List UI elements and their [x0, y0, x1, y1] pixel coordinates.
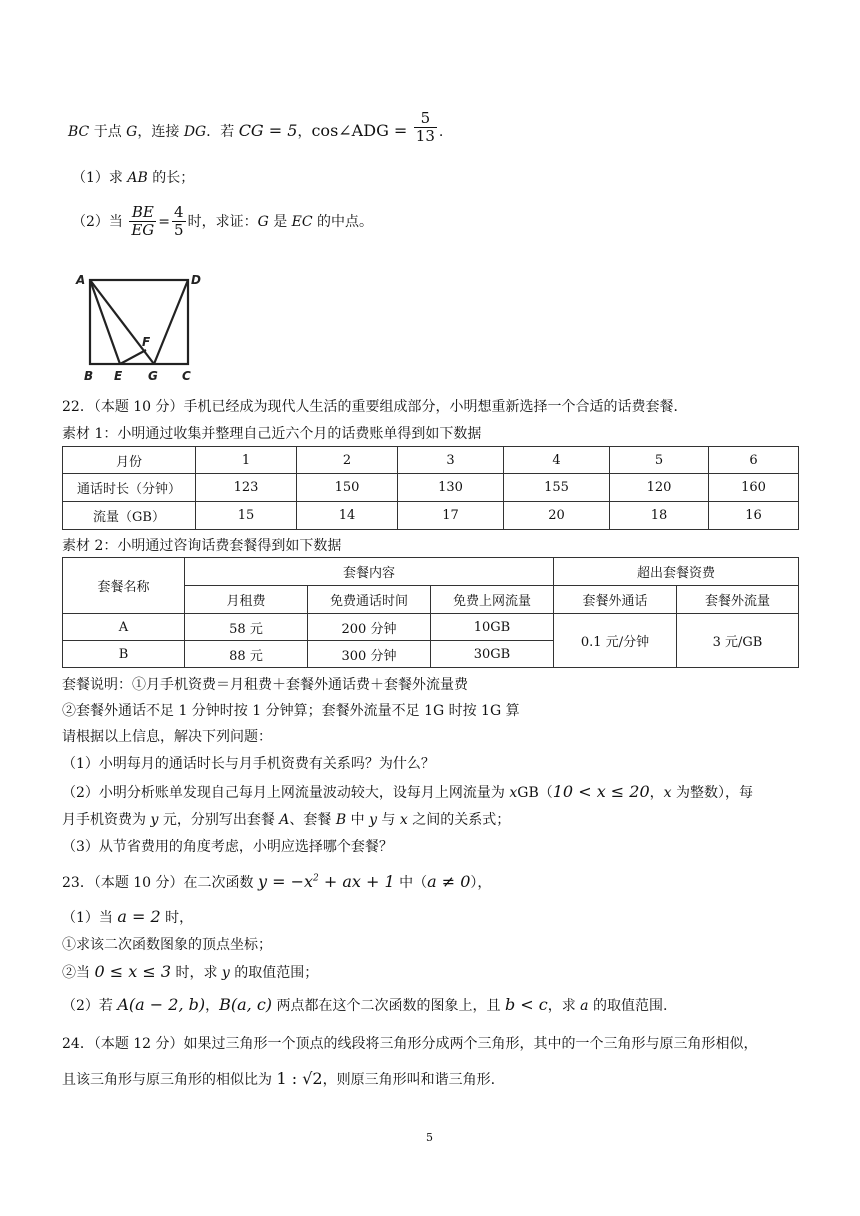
header-cell: 5: [610, 447, 709, 474]
label-c: C: [182, 369, 191, 383]
range-expression: 10 < x ≤ 20: [552, 782, 650, 801]
var-x: x: [509, 785, 518, 801]
q23-sub1: ①求该二次函数图象的顶点坐标；: [62, 937, 272, 953]
header-cell: 免费上网流量: [431, 586, 554, 614]
table-cell: 155: [504, 474, 610, 502]
q21-part1: [72, 167, 194, 187]
text: 时，求证：: [187, 213, 258, 230]
text: ．若: [206, 123, 239, 140]
figure-lines: [90, 280, 188, 364]
four-fifths-fraction: [172, 204, 186, 240]
var-y: y: [221, 965, 230, 981]
text: 中: [346, 812, 370, 828]
text: 、套餐: [289, 812, 336, 828]
q23-part1: [62, 907, 193, 927]
plan-table: [62, 557, 799, 668]
call-data-table: [62, 446, 799, 530]
row-label: 通话时长（分钟）: [63, 474, 196, 502]
q21-condition-line: [68, 109, 444, 150]
point-g: G: [126, 123, 138, 140]
text: 的长；: [147, 170, 195, 186]
header-cell: 套餐名称: [63, 558, 185, 614]
cos-expression: cos∠ADG =: [311, 120, 408, 140]
text: GB（: [517, 785, 553, 801]
label-e: E: [114, 369, 123, 383]
text: 与: [376, 812, 400, 828]
header-cell: 免费通话时间: [308, 586, 431, 614]
text: 是: [268, 213, 292, 230]
table-cell: 18: [610, 502, 709, 530]
q22-stem: 22．（本题 10 分）手机已经成为现代人生活的重要组成部分，小明想重新选择一个合适的话费套餐．: [62, 399, 688, 415]
header-cell: 套餐外通话: [554, 586, 677, 614]
text: ，: [297, 123, 312, 140]
cg-equation: CG = 5: [238, 120, 298, 140]
q24-line1: 24．（本题 12 分）如果过三角形一个顶点的线段将三角形分成两个三角形，其中的一个三角形与原三角形相似，: [62, 1036, 758, 1052]
row-label: 流量（GB）: [63, 502, 196, 530]
text: （1）当: [62, 910, 118, 926]
text: ），: [470, 875, 492, 891]
table-cell: 88 元: [185, 641, 308, 668]
page-number: 5: [426, 1131, 433, 1144]
q23-sub2: [62, 962, 318, 982]
text: 两点都在这个二次函数的图象上，且: [272, 998, 505, 1014]
text: 且该三角形与原三角形的相似比为: [62, 1072, 277, 1088]
similarity-ratio: 1 : √2: [276, 1069, 323, 1088]
text: （2）当: [72, 213, 128, 230]
text: 之间的关系式；: [407, 812, 511, 828]
text: （1）求: [72, 170, 128, 186]
text: ，则原三角形叫和谐三角形.: [322, 1072, 496, 1088]
text: ，求: [547, 998, 581, 1014]
table-row: [63, 474, 799, 502]
plan-name-cell: B: [63, 641, 185, 668]
exponent: 2: [313, 873, 319, 884]
text: 时，: [160, 910, 194, 926]
segment-bc: BC: [68, 123, 90, 140]
header-cell: 套餐外流量: [677, 586, 799, 614]
q23-part2: [62, 995, 667, 1015]
table-header-row: [63, 447, 799, 474]
header-cell: 1: [196, 447, 297, 474]
q22-material2: 素材 2：小明通过咨询话费套餐得到如下数据: [62, 538, 342, 554]
text: .: [438, 123, 444, 140]
plan-note-1: 套餐说明：①月手机资费＝月租费＋套餐外通话费＋套餐外流量费: [62, 677, 468, 693]
condition: a ≠ 0: [427, 872, 471, 891]
segment-ab: AB: [127, 170, 148, 186]
label-d: D: [191, 273, 201, 287]
table-cell: 120: [610, 474, 709, 502]
a-value: a = 2: [117, 907, 161, 926]
table-header-row: [63, 558, 799, 586]
point-a: A(a − 2, b): [117, 995, 206, 1014]
point-b: B(a, c): [219, 995, 273, 1014]
text: 23．（本题 10 分）在二次函数: [62, 875, 258, 891]
table-cell: 30GB: [431, 641, 554, 668]
cos-fraction: [414, 110, 437, 146]
denominator: 5: [174, 221, 184, 240]
text: （2）若: [62, 998, 118, 1014]
q22-material1: 素材 1：小明通过收集并整理自己近六个月的话费账单得到如下数据: [62, 426, 482, 442]
q24-line2: [62, 1069, 495, 1089]
segment-ec: EC: [291, 213, 313, 230]
denominator: 13: [415, 127, 435, 146]
label-f: F: [142, 335, 151, 349]
header-cell: 3: [398, 447, 504, 474]
label-b: B: [84, 369, 94, 383]
text: 的取值范围；: [229, 965, 319, 981]
var-y: y: [150, 812, 159, 828]
function-part: y = −x: [257, 872, 314, 891]
var-y: y: [369, 812, 377, 828]
table-cell: 14: [297, 502, 398, 530]
q22-part2-line2: [62, 809, 510, 829]
var-x: x: [663, 785, 672, 801]
table-cell: 123: [196, 474, 297, 502]
table-row: [63, 614, 799, 641]
table-cell: 58 元: [185, 614, 308, 641]
q23-stem: [62, 872, 491, 892]
text: （2）小明分析账单发现自己每月上网流量波动较大，设每月上网流量为: [62, 785, 510, 801]
q22-part2-line1: [62, 782, 753, 802]
header-cell: 月份: [63, 447, 196, 474]
header-cell: 6: [709, 447, 799, 474]
table-cell: 150: [297, 474, 398, 502]
numerator: BE: [129, 204, 156, 222]
plan-note-2: ②套餐外通话不足 1 分钟时按 1 分钟算；套餐外流量不足 1G 时按 1G 算: [62, 703, 520, 719]
q22-part3: （3）从节省费用的角度考虑，小明应选择哪个套餐？: [62, 839, 393, 855]
header-cell: 月租费: [185, 586, 308, 614]
table-cell: 3 元/GB: [677, 614, 799, 668]
q21-part2: [72, 204, 373, 240]
table-cell: 15: [196, 502, 297, 530]
header-cell: 超出套餐资费: [554, 558, 799, 586]
inequality: b < c: [504, 995, 548, 1014]
text: 的中点。: [312, 213, 374, 230]
table-cell: 200 分钟: [308, 614, 431, 641]
text: 时，求: [171, 965, 222, 981]
numerator: 5: [414, 110, 437, 128]
table-cell: 160: [709, 474, 799, 502]
table-cell: 20: [504, 502, 610, 530]
text: ②当: [62, 965, 95, 981]
var-x: x: [399, 812, 408, 828]
numerator: 4: [174, 203, 184, 221]
quadratic-function: [258, 872, 395, 891]
plan-b: B: [335, 812, 347, 828]
table-cell: 300 分钟: [308, 641, 431, 668]
be-eg-fraction: [129, 204, 156, 240]
denominator: EG: [131, 221, 155, 240]
x-range: 0 ≤ x ≤ 3: [94, 962, 171, 981]
text: ，: [205, 998, 220, 1014]
text: 为整数），每: [671, 785, 754, 801]
plan-name-cell: A: [63, 614, 185, 641]
q22-part1: （1）小明每月的通话时长与月手机资费有关系吗？为什么？: [62, 756, 435, 772]
text: ，连接: [137, 123, 184, 140]
equals-sign: =: [158, 213, 171, 230]
text: 于点: [89, 123, 127, 140]
segment-ef: [120, 350, 146, 364]
header-cell: 2: [297, 447, 398, 474]
table-cell: 17: [398, 502, 504, 530]
label-a: A: [76, 273, 86, 287]
header-cell: 套餐内容: [185, 558, 554, 586]
plan-a: A: [279, 812, 290, 828]
text: 的取值范围.: [588, 998, 668, 1014]
text: 元，分别写出套餐: [158, 812, 280, 828]
segment-dg: DG: [183, 123, 207, 140]
var-a: a: [580, 998, 589, 1014]
function-part: + ax + 1: [318, 872, 395, 891]
label-g: G: [148, 369, 158, 383]
segment-ae: [90, 280, 120, 364]
segment-dg: [154, 280, 188, 364]
text: 月手机资费为: [62, 812, 151, 828]
header-cell: 4: [504, 447, 610, 474]
table-cell: 10GB: [431, 614, 554, 641]
square-geometry-figure: [74, 270, 204, 386]
point-g: G: [257, 213, 269, 230]
table-row: [63, 502, 799, 530]
table-cell: 130: [398, 474, 504, 502]
table-cell: 0.1 元/分钟: [554, 614, 677, 668]
text: 中（: [394, 875, 428, 891]
text: ，: [649, 785, 664, 801]
q22-prompt: 请根据以上信息，解决下列问题：: [62, 729, 272, 745]
table-cell: 16: [709, 502, 799, 530]
